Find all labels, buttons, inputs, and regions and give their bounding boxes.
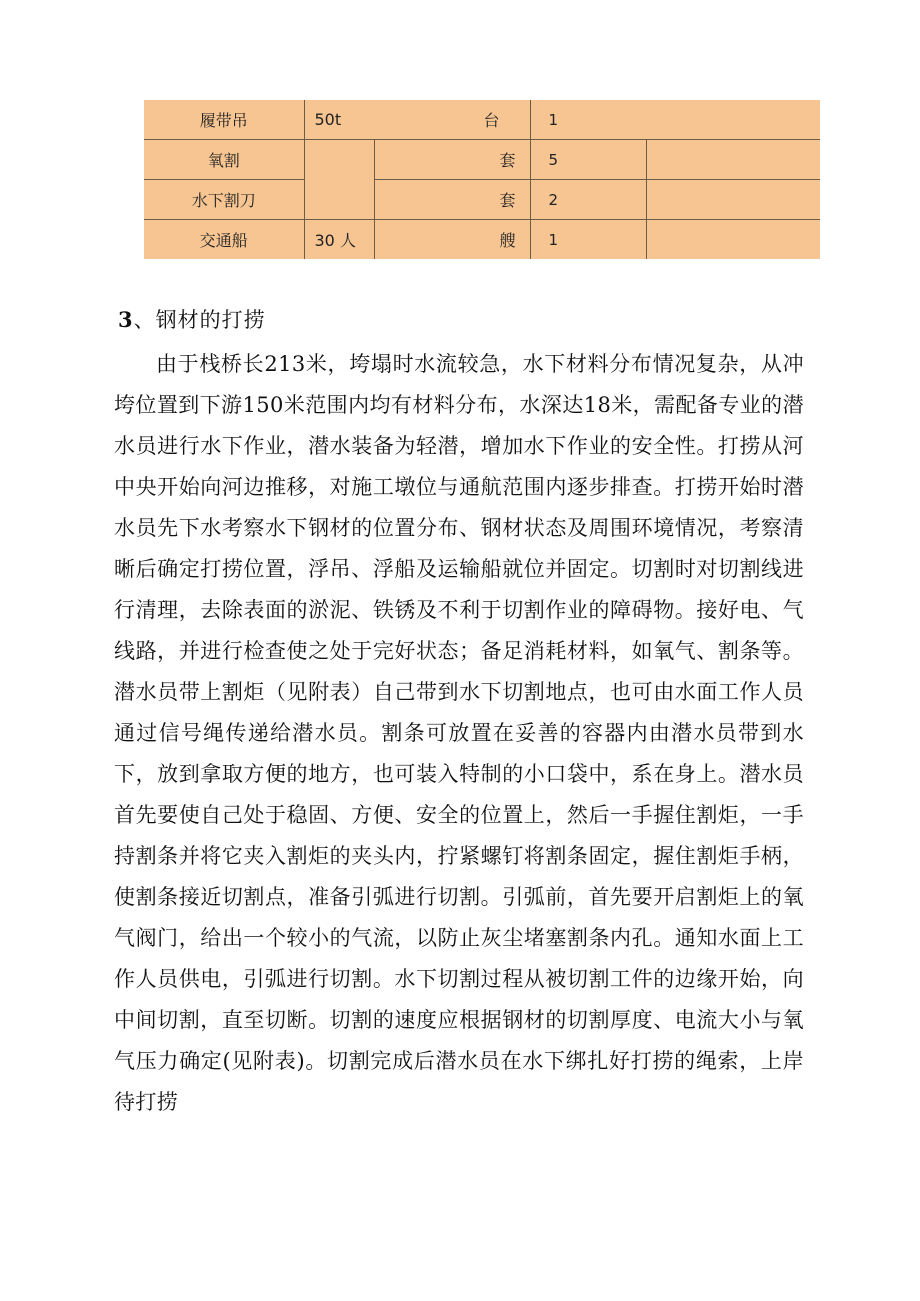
- equipment-qty-cell: 5: [530, 140, 646, 180]
- equipment-unit-cell: 套: [374, 140, 530, 180]
- equipment-spec-cell: 50t: [304, 100, 374, 140]
- equipment-spec-cell: [304, 140, 374, 180]
- equipment-name-cell: 氧割: [144, 140, 304, 180]
- equipment-unit-cell: 台: [374, 100, 530, 140]
- section-number: 3: [118, 307, 134, 332]
- equipment-qty-cell: 1: [530, 220, 646, 260]
- table-row: [144, 100, 820, 140]
- equipment-name-cell: 履带吊: [144, 100, 304, 140]
- equipment-note-cell: [646, 140, 820, 180]
- body-paragraph: 由于栈桥长213米，垮塌时水流较急，水下材料分布情况复杂，从冲垮位置到下游150米范围内均有材料分布，水深达18米，需配备专业的潜水员进行水下作业，潜水装备为轻潜，增加水下作业的安全性。打捞从河中央开始向河边推移，对施工墩位与通航范围内逐步排查。打捞开始时潜水员先下水考察水下钢材的位置分布、钢材状态及周围环境情况，考察清晰后确定打捞位置，浮吊、浮船及运输船就位并固定。切割时对切割线进行清理，去除表面的淤泥、铁锈及不利于切割作业的障碍物。接好电、气线路，并进行检查使之处于完好状态；备足消耗材料，如氧气、割条等。潜水员带上割炬（见附表）自己带到水下切割地点，也可由水面工作人员通过信号绳传递给潜水员。割条可放置在妥善的容器内由潜水员带到水下，放到拿取方便的地方，也可装入特制的小口袋中，系在身上。潜水员首先要使自己处于稳固、方便、安全的位置上，然后一手握住割炬，一手持割条并将它夹入割炬的夹头内，拧紧螺钉将割条固定，握住割炬手柄，使割条接近切割点，准备引弧进行切割。引弧前，首先要开启割炬上的氧气阀门，给出一个较小的气流，以防止灰尘堵塞割条内孔。通知水面上工作人员供电，引弧进行切割。水下切割过程从被切割工件的边缘开始，向中间切割，直至切断。切割的速度应根据钢材的切割厚度、电流大小与氧气压力确定(见附表)。切割完成后潜水员在水下绑扎好打捞的绳索，上岸待打捞: [114, 352, 804, 1114]
- equipment-qty-cell: 1: [530, 100, 646, 140]
- equipment-unit-cell: 艘: [374, 220, 530, 260]
- table-row: [144, 180, 820, 220]
- equipment-qty-cell: 2: [530, 180, 646, 220]
- equipment-spec-cell: 30 人: [304, 220, 374, 260]
- section-title: 、钢材的打捞: [133, 308, 266, 332]
- table-row: [144, 220, 820, 260]
- equipment-spec-cell: [304, 180, 374, 220]
- equipment-note-cell: [646, 180, 820, 220]
- equipment-name-cell: 交通船: [144, 220, 304, 260]
- table-row: [144, 140, 820, 180]
- equipment-unit-cell: 套: [374, 180, 530, 220]
- equipment-note-cell: [646, 220, 820, 260]
- equipment-note-cell: [646, 100, 820, 140]
- equipment-table: [144, 100, 820, 259]
- section-heading: [118, 304, 266, 334]
- equipment-name-cell: 水下割刀: [144, 180, 304, 220]
